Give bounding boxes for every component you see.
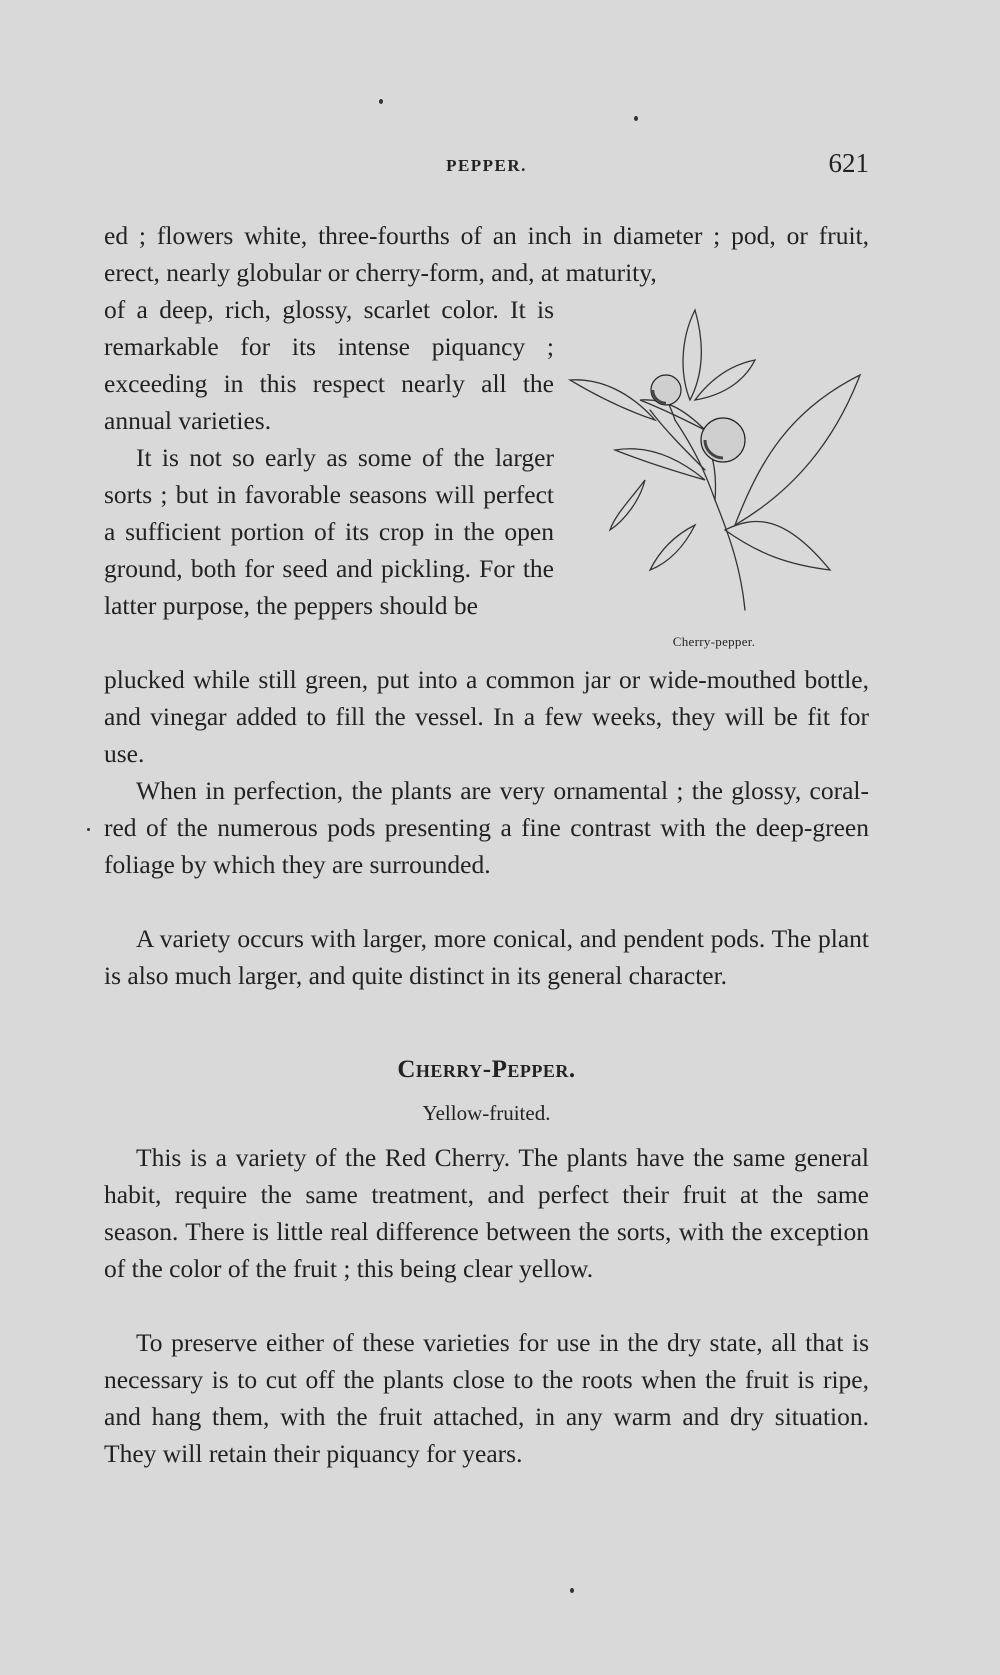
print-speck bbox=[634, 116, 638, 121]
pepper-pod bbox=[651, 375, 681, 405]
leaf bbox=[735, 375, 860, 525]
leaf bbox=[610, 480, 645, 530]
print-speck bbox=[87, 828, 90, 831]
paragraph-continued-narrow: of a deep, rich, glossy, scarlet color. It is remarkable for its intense piquancy ; exceeding in this respect nearly all the annual varieties. bbox=[104, 295, 554, 435]
leaf bbox=[725, 521, 830, 570]
paragraph-ornamental: When in perfection, the plants are very ornamental ; the glossy, coral-red of the numerous pods presenting a fine contrast with the deep-green foliage by which they are surrounded. bbox=[104, 776, 869, 879]
page-number: 621 bbox=[828, 148, 869, 178]
paragraph-yellow-variety: This is a variety of the Red Cherry. The plants have the same general habit, require the same treatment, and perfect their fruit at the same season. There is little real difference between the sorts, with the exception of the color of the fruit ; this being clear yellow. bbox=[104, 1143, 869, 1283]
running-title: PEPPER. bbox=[446, 156, 527, 175]
paragraph-variety: A variety occurs with larger, more conical, and pendent pods. The plant is also much larger, and quite distinct in its general character. bbox=[104, 924, 869, 990]
pepper-pod bbox=[701, 418, 745, 462]
section-subtitle: Yellow-fruited. bbox=[422, 1101, 551, 1125]
paragraph-pickling: plucked while still green, put into a common jar or wide-mouthed bottle, and vinegar added to fill the vessel. In a few weeks, they will be fit for use. bbox=[104, 665, 869, 768]
figure-caption: Cherry-pepper. bbox=[672, 634, 756, 649]
print-speck bbox=[570, 1588, 574, 1593]
cherry-pepper-illustration bbox=[555, 300, 873, 620]
leaf bbox=[683, 310, 701, 400]
leaf bbox=[650, 525, 695, 570]
section-title: Cherry-Pepper. bbox=[397, 1056, 576, 1083]
print-speck bbox=[379, 99, 383, 104]
paragraph-early-sorts: It is not so early as some of the larger sorts ; but in favorable seasons will perfect a sufficient portion of its crop in the open ground, both for seed and pickling. For the latter purpose, the peppers should be bbox=[104, 443, 554, 620]
leaf bbox=[615, 449, 705, 480]
figure bbox=[555, 300, 873, 660]
leaf bbox=[695, 360, 755, 400]
paragraph-continued: ed ; flowers white, three-fourths of an inch in diameter ; pod, or fruit, erect, nearly globular or cherry-form, and, at maturity, bbox=[104, 221, 869, 287]
paragraph-preserve: To preserve either of these varieties for use in the dry state, all that is necessary is to cut off the plants close to the roots when the fruit is ripe, and hang them, with the fruit attached, in any warm and dry situation. They will retain their piquancy for years. bbox=[104, 1328, 869, 1468]
page-header bbox=[104, 150, 869, 184]
